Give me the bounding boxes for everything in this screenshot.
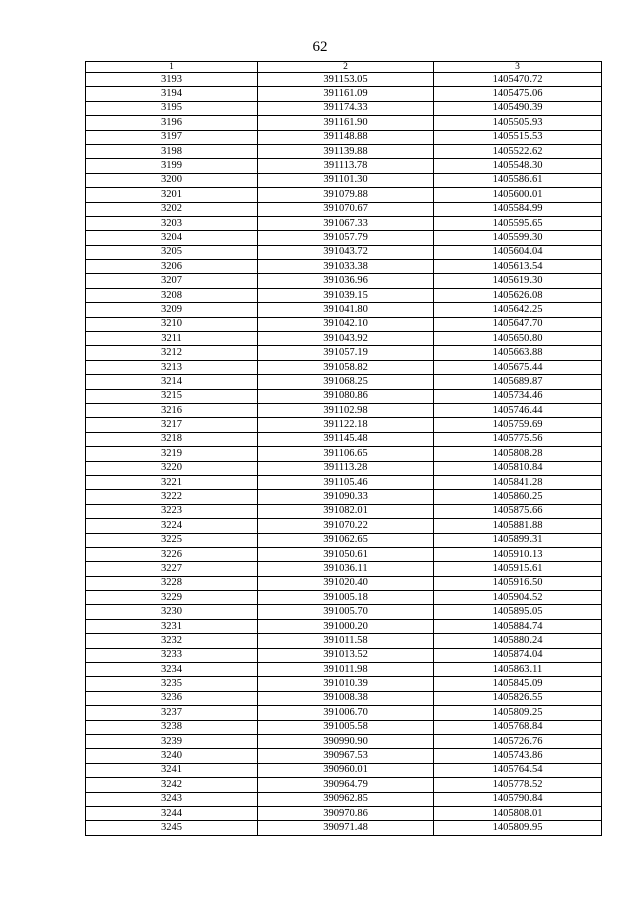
point-number-cell: 3206 [86, 260, 258, 274]
point-number-cell: 3238 [86, 720, 258, 734]
x-coordinate-cell: 391067.33 [258, 216, 434, 230]
x-coordinate-cell: 391005.58 [258, 720, 434, 734]
y-coordinate-cell: 1405490.39 [434, 101, 602, 115]
table-row [86, 591, 602, 605]
point-number-cell: 3236 [86, 691, 258, 705]
x-coordinate-cell: 391161.90 [258, 116, 434, 130]
x-coordinate-cell: 391013.52 [258, 648, 434, 662]
point-number-cell: 3195 [86, 101, 258, 115]
table-row [86, 144, 602, 158]
y-coordinate-cell: 1405841.28 [434, 475, 602, 489]
point-number-cell: 3200 [86, 173, 258, 187]
table-row [86, 332, 602, 346]
x-coordinate-cell: 391057.19 [258, 346, 434, 360]
point-number-cell: 3212 [86, 346, 258, 360]
y-coordinate-cell: 1405726.76 [434, 734, 602, 748]
y-coordinate-cell: 1405470.72 [434, 73, 602, 87]
x-coordinate-cell: 391068.25 [258, 375, 434, 389]
point-number-cell: 3233 [86, 648, 258, 662]
x-coordinate-cell: 390967.53 [258, 749, 434, 763]
x-coordinate-cell: 391090.33 [258, 490, 434, 504]
y-coordinate-cell: 1405689.87 [434, 375, 602, 389]
point-number-cell: 3193 [86, 73, 258, 87]
point-number-cell: 3231 [86, 619, 258, 633]
point-number-cell: 3221 [86, 475, 258, 489]
x-coordinate-cell: 391070.22 [258, 519, 434, 533]
y-coordinate-cell: 1405675.44 [434, 360, 602, 374]
table-row [86, 576, 602, 590]
y-coordinate-cell: 1405584.99 [434, 202, 602, 216]
y-coordinate-cell: 1405808.01 [434, 806, 602, 820]
point-number-cell: 3208 [86, 288, 258, 302]
coordinates-table [85, 61, 602, 836]
table-row [86, 734, 602, 748]
table-row [86, 87, 602, 101]
table-row [86, 562, 602, 576]
x-coordinate-cell: 391020.40 [258, 576, 434, 590]
x-coordinate-cell: 390964.79 [258, 778, 434, 792]
table-row [86, 778, 602, 792]
x-coordinate-cell: 391011.58 [258, 634, 434, 648]
y-coordinate-cell: 1405505.93 [434, 116, 602, 130]
table-row [86, 418, 602, 432]
y-coordinate-cell: 1405826.55 [434, 691, 602, 705]
y-coordinate-cell: 1405599.30 [434, 231, 602, 245]
y-coordinate-cell: 1405778.52 [434, 778, 602, 792]
point-number-cell: 3194 [86, 87, 258, 101]
point-number-cell: 3242 [86, 778, 258, 792]
table-row [86, 806, 602, 820]
y-coordinate-cell: 1405809.25 [434, 706, 602, 720]
point-number-cell: 3204 [86, 231, 258, 245]
y-coordinate-cell: 1405604.04 [434, 245, 602, 259]
point-number-cell: 3198 [86, 144, 258, 158]
point-number-cell: 3239 [86, 734, 258, 748]
y-coordinate-cell: 1405515.53 [434, 130, 602, 144]
x-coordinate-cell: 391145.48 [258, 432, 434, 446]
x-coordinate-cell: 391079.88 [258, 188, 434, 202]
x-coordinate-cell: 391043.72 [258, 245, 434, 259]
point-number-cell: 3197 [86, 130, 258, 144]
table-row [86, 706, 602, 720]
x-coordinate-cell: 391122.18 [258, 418, 434, 432]
point-number-cell: 3210 [86, 317, 258, 331]
table-row [86, 216, 602, 230]
y-coordinate-cell: 1405808.28 [434, 447, 602, 461]
x-coordinate-cell: 390990.90 [258, 734, 434, 748]
y-coordinate-cell: 1405619.30 [434, 274, 602, 288]
x-coordinate-cell: 391000.20 [258, 619, 434, 633]
y-coordinate-cell: 1405863.11 [434, 663, 602, 677]
y-coordinate-cell: 1405600.01 [434, 188, 602, 202]
y-coordinate-cell: 1405810.84 [434, 461, 602, 475]
x-coordinate-cell: 390970.86 [258, 806, 434, 820]
x-coordinate-cell: 391039.15 [258, 288, 434, 302]
table-row [86, 303, 602, 317]
y-coordinate-cell: 1405586.61 [434, 173, 602, 187]
page-number: 62 [312, 39, 328, 55]
x-coordinate-cell: 390962.85 [258, 792, 434, 806]
table-row [86, 116, 602, 130]
x-coordinate-cell: 391106.65 [258, 447, 434, 461]
table-row [86, 231, 602, 245]
table-row [86, 245, 602, 259]
table-row [86, 763, 602, 777]
y-coordinate-cell: 1405904.52 [434, 591, 602, 605]
x-coordinate-cell: 391036.11 [258, 562, 434, 576]
point-number-cell: 3205 [86, 245, 258, 259]
point-number-cell: 3202 [86, 202, 258, 216]
y-coordinate-cell: 1405916.50 [434, 576, 602, 590]
table-row [86, 130, 602, 144]
x-coordinate-cell: 391036.96 [258, 274, 434, 288]
x-coordinate-cell: 391010.39 [258, 677, 434, 691]
table-row [86, 461, 602, 475]
table-row [86, 346, 602, 360]
x-coordinate-cell: 391057.79 [258, 231, 434, 245]
y-coordinate-cell: 1405475.06 [434, 87, 602, 101]
x-coordinate-cell: 391161.09 [258, 87, 434, 101]
point-number-cell: 3201 [86, 188, 258, 202]
table-row [86, 720, 602, 734]
point-number-cell: 3217 [86, 418, 258, 432]
x-coordinate-cell: 391148.88 [258, 130, 434, 144]
table-row [86, 288, 602, 302]
y-coordinate-cell: 1405875.66 [434, 504, 602, 518]
x-coordinate-cell: 391139.88 [258, 144, 434, 158]
table-row [86, 447, 602, 461]
table-row [86, 202, 602, 216]
table-row [86, 547, 602, 561]
column-header-1: 1 [86, 62, 258, 73]
x-coordinate-cell: 391070.67 [258, 202, 434, 216]
x-coordinate-cell: 391005.18 [258, 591, 434, 605]
table-row [86, 475, 602, 489]
y-coordinate-cell: 1405743.86 [434, 749, 602, 763]
x-coordinate-cell: 391153.05 [258, 73, 434, 87]
point-number-cell: 3235 [86, 677, 258, 691]
point-number-cell: 3203 [86, 216, 258, 230]
point-number-cell: 3209 [86, 303, 258, 317]
table-row [86, 101, 602, 115]
x-coordinate-cell: 390960.01 [258, 763, 434, 777]
x-coordinate-cell: 391041.80 [258, 303, 434, 317]
y-coordinate-cell: 1405860.25 [434, 490, 602, 504]
x-coordinate-cell: 391105.46 [258, 475, 434, 489]
table-row [86, 389, 602, 403]
x-coordinate-cell: 390971.48 [258, 821, 434, 835]
x-coordinate-cell: 391082.01 [258, 504, 434, 518]
column-header-2: 2 [258, 62, 434, 73]
point-number-cell: 3222 [86, 490, 258, 504]
x-coordinate-cell: 391006.70 [258, 706, 434, 720]
y-coordinate-cell: 1405775.56 [434, 432, 602, 446]
table-row [86, 432, 602, 446]
y-coordinate-cell: 1405663.88 [434, 346, 602, 360]
point-number-cell: 3245 [86, 821, 258, 835]
x-coordinate-cell: 391033.38 [258, 260, 434, 274]
x-coordinate-cell: 391011.98 [258, 663, 434, 677]
point-number-cell: 3223 [86, 504, 258, 518]
x-coordinate-cell: 391062.65 [258, 533, 434, 547]
x-coordinate-cell: 391042.10 [258, 317, 434, 331]
x-coordinate-cell: 391102.98 [258, 403, 434, 417]
x-coordinate-cell: 391005.70 [258, 605, 434, 619]
point-number-cell: 3225 [86, 533, 258, 547]
table-row [86, 375, 602, 389]
point-number-cell: 3218 [86, 432, 258, 446]
table-header-row [86, 62, 602, 73]
point-number-cell: 3199 [86, 159, 258, 173]
table-row [86, 73, 602, 87]
table-row [86, 159, 602, 173]
table-row [86, 663, 602, 677]
y-coordinate-cell: 1405845.09 [434, 677, 602, 691]
x-coordinate-cell: 391113.28 [258, 461, 434, 475]
x-coordinate-cell: 391008.38 [258, 691, 434, 705]
x-coordinate-cell: 391113.78 [258, 159, 434, 173]
column-header-3: 3 [434, 62, 602, 73]
table-row [86, 317, 602, 331]
point-number-cell: 3226 [86, 547, 258, 561]
y-coordinate-cell: 1405809.95 [434, 821, 602, 835]
x-coordinate-cell: 391050.61 [258, 547, 434, 561]
y-coordinate-cell: 1405642.25 [434, 303, 602, 317]
y-coordinate-cell: 1405884.74 [434, 619, 602, 633]
table-row [86, 403, 602, 417]
table-row [86, 792, 602, 806]
table-row [86, 173, 602, 187]
point-number-cell: 3214 [86, 375, 258, 389]
table-row [86, 274, 602, 288]
table-row [86, 691, 602, 705]
y-coordinate-cell: 1405764.54 [434, 763, 602, 777]
point-number-cell: 3220 [86, 461, 258, 475]
table-row [86, 677, 602, 691]
y-coordinate-cell: 1405881.88 [434, 519, 602, 533]
table-row [86, 619, 602, 633]
table-row [86, 634, 602, 648]
y-coordinate-cell: 1405647.70 [434, 317, 602, 331]
point-number-cell: 3244 [86, 806, 258, 820]
table-row [86, 519, 602, 533]
table-row [86, 648, 602, 662]
table-body [86, 73, 602, 836]
point-number-cell: 3227 [86, 562, 258, 576]
y-coordinate-cell: 1405895.05 [434, 605, 602, 619]
table-row [86, 533, 602, 547]
point-number-cell: 3207 [86, 274, 258, 288]
point-number-cell: 3241 [86, 763, 258, 777]
x-coordinate-cell: 391058.82 [258, 360, 434, 374]
y-coordinate-cell: 1405880.24 [434, 634, 602, 648]
point-number-cell: 3243 [86, 792, 258, 806]
point-number-cell: 3224 [86, 519, 258, 533]
y-coordinate-cell: 1405734.46 [434, 389, 602, 403]
table-row [86, 749, 602, 763]
x-coordinate-cell: 391174.33 [258, 101, 434, 115]
point-number-cell: 3211 [86, 332, 258, 346]
y-coordinate-cell: 1405522.62 [434, 144, 602, 158]
table-row [86, 188, 602, 202]
y-coordinate-cell: 1405626.08 [434, 288, 602, 302]
y-coordinate-cell: 1405613.54 [434, 260, 602, 274]
point-number-cell: 3196 [86, 116, 258, 130]
point-number-cell: 3240 [86, 749, 258, 763]
point-number-cell: 3228 [86, 576, 258, 590]
table-row [86, 360, 602, 374]
point-number-cell: 3213 [86, 360, 258, 374]
x-coordinate-cell: 391080.86 [258, 389, 434, 403]
y-coordinate-cell: 1405768.84 [434, 720, 602, 734]
y-coordinate-cell: 1405915.61 [434, 562, 602, 576]
y-coordinate-cell: 1405910.13 [434, 547, 602, 561]
y-coordinate-cell: 1405759.69 [434, 418, 602, 432]
point-number-cell: 3237 [86, 706, 258, 720]
point-number-cell: 3232 [86, 634, 258, 648]
table-row [86, 490, 602, 504]
table-row [86, 504, 602, 518]
table-row [86, 821, 602, 835]
point-number-cell: 3216 [86, 403, 258, 417]
y-coordinate-cell: 1405874.04 [434, 648, 602, 662]
point-number-cell: 3234 [86, 663, 258, 677]
y-coordinate-cell: 1405790.84 [434, 792, 602, 806]
y-coordinate-cell: 1405899.31 [434, 533, 602, 547]
point-number-cell: 3219 [86, 447, 258, 461]
y-coordinate-cell: 1405650.80 [434, 332, 602, 346]
y-coordinate-cell: 1405595.65 [434, 216, 602, 230]
table-row [86, 605, 602, 619]
y-coordinate-cell: 1405548.30 [434, 159, 602, 173]
table-row [86, 260, 602, 274]
point-number-cell: 3229 [86, 591, 258, 605]
x-coordinate-cell: 391101.30 [258, 173, 434, 187]
point-number-cell: 3230 [86, 605, 258, 619]
point-number-cell: 3215 [86, 389, 258, 403]
y-coordinate-cell: 1405746.44 [434, 403, 602, 417]
x-coordinate-cell: 391043.92 [258, 332, 434, 346]
